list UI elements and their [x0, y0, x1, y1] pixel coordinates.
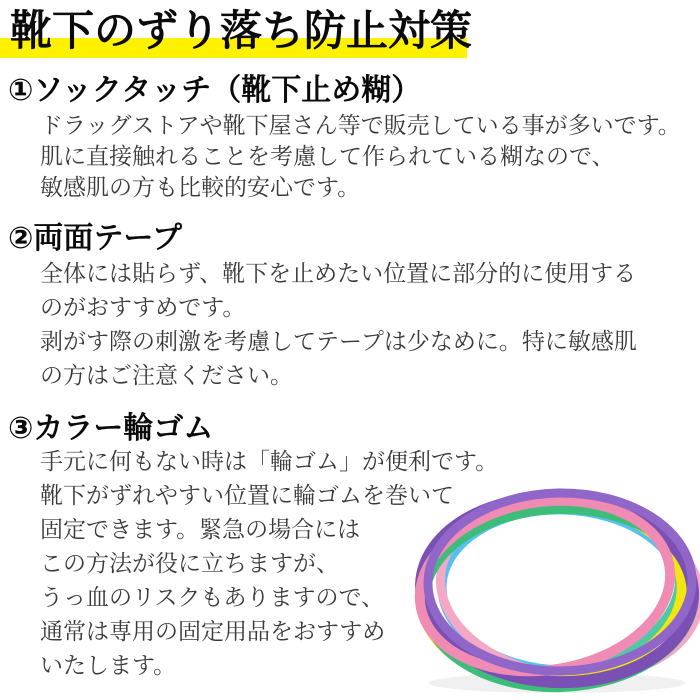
- body-line: ドラッグストアや靴下屋さん等で販売している事が多いです。: [40, 112, 681, 138]
- body-line: 肌に直接触れることを考慮して作られている糊なので、: [40, 143, 615, 169]
- body-line: 手元に何もない時は「輪ゴム」が便利です。: [40, 448, 499, 474]
- page-title: 靴下のずり落ち防止対策: [10, 7, 473, 54]
- body-line: いたします。: [40, 652, 177, 678]
- body-line: 敏感肌の方も比較的安心です。: [40, 174, 361, 200]
- body-line: この方法が役に立ちますが、: [40, 550, 339, 576]
- section-2-heading: ②両面テープ: [8, 222, 182, 255]
- body-line: うっ血のリスクもありますので、: [40, 584, 385, 610]
- body-line: 通常は専用の固定用品をおすすめ: [40, 618, 386, 644]
- section-3-heading: ③カラー輪ゴム: [8, 412, 214, 445]
- rubber-bands-image: [402, 486, 700, 700]
- section-1-heading: ①ソックタッチ（靴下止め糊）: [8, 74, 422, 107]
- section-1-body: [40, 110, 681, 203]
- body-line: 靴下がずれやすい位置に輪ゴムを巻いて: [40, 482, 454, 508]
- body-line: 固定できます。緊急の場合には: [40, 516, 361, 542]
- body-line: 剥がす際の刺激を考慮してテープは少なめに。特に敏感肌: [40, 328, 637, 354]
- body-line: 全体には貼らず、靴下を止めたい位置に部分的に使用する: [40, 260, 637, 286]
- body-line: のがおすすめです。: [40, 294, 246, 320]
- section-2-body: [40, 256, 637, 392]
- body-line: の方はご注意ください。: [40, 362, 293, 388]
